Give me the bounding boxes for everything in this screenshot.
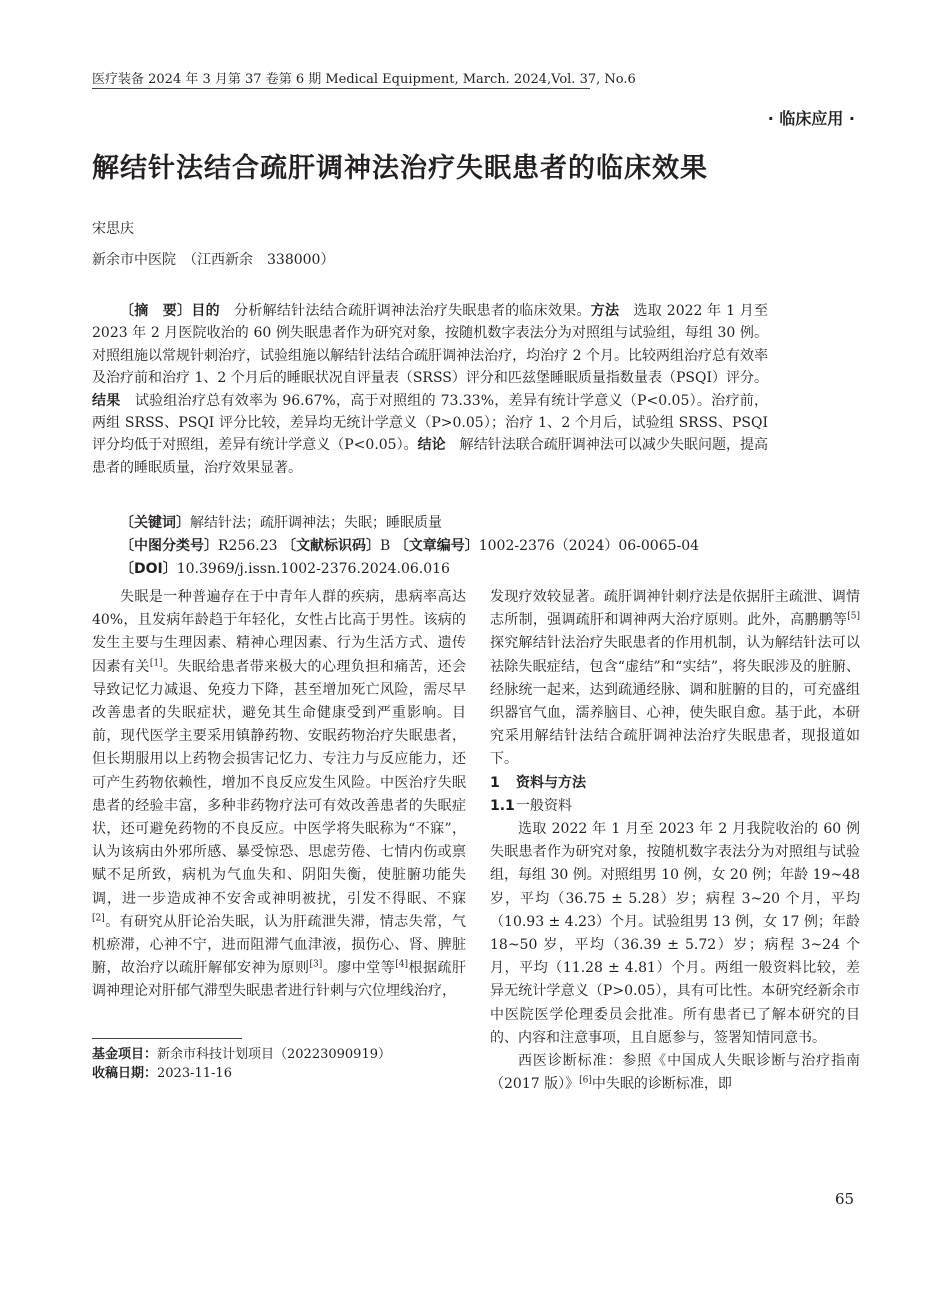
abstract-conclusion-label: 结论: [417, 437, 446, 454]
doi-label: 〔DOI〕: [120, 561, 177, 577]
classification-line: [92, 535, 782, 557]
text-run: 西医诊断标准：参照《中国成人失眠诊断与治疗指南（2017 版）》: [490, 1053, 860, 1093]
intro-paragraph: [92, 586, 466, 1004]
header-divider: [92, 88, 590, 89]
text-run: 。失眠给患者带来极大的心理负担和痛苦，还会导致记忆力减退、免疫力下降，甚至增加死亡风险，需尽早改善患者的失眠症状，避免其生命健康受到严重影响。目前，现代医学主要采用镇静药物、安眠药物治疗失眠患者，但长期服用以上药物会损害记忆力、专注力与反应能力，还可产生药物依赖性，增加不良反应发生风险。中医治疗失眠患者的经验丰富，多种非药物疗法可有效改善患者的失眠症状，还可避免药物的不良反应。中医学将失眠称为“不寐”，认为该病由外邪所感、暴受惊恐、思虑劳倦、七情内伤或禀赋不足所致，病机为气血失和、阴阳失衡，使脏腑功能失调，进一步造成神不安舍或神明被扰，引发不得眠、不寐: [92, 658, 467, 907]
abstract-conclusion: 解结针法联合疏肝调神法可以减少失眠问题，提高患者的睡眠质量，治疗效果显著。: [92, 437, 768, 476]
received-date: 2023-11-16: [157, 1066, 232, 1081]
keywords: 解结针法；疏肝调神法；失眠；睡眠质量: [190, 515, 442, 531]
text-run: 根据疏肝调神理论对肝郁气滞型失眠患者进行针刺与穴位埋线治疗，: [92, 960, 466, 1000]
abstract-methods-label: 方法: [590, 303, 620, 319]
text-run: 失眠是一种普遍存在于中青年人群的疾病，患病率高达 40%，且发病年龄趋于年轻化，女性占比高于男性。该病的发生主要与生理因素、精神心理因素、行为生活方式、遗传因素有关: [92, 589, 466, 675]
affiliation: 新余市中医院 （江西新余 338000）: [92, 252, 335, 268]
text-run: 中失眠的诊断标准，即: [591, 1076, 732, 1093]
text-run: 探究解结针法治疗失眠患者的作用机制，认为解结针法可以祛除失眠症结，包含“虚结”和“实结”，将失眠涉及的脏腑、经脉统一起来，达到疏通经脉、调和脏腑的目的，可充盛组织器官气血，濡养脑目、心神，使失眠自愈。基于此，本研究采用解结针法结合疏肝调神法治疗失眠患者，现报道如下。: [490, 635, 860, 768]
running-head: 医疗装备 2024 年 3 月第 37 卷第 6 期 Medical Equipment, March. 2024,Vol. 37, No.6: [92, 72, 636, 87]
article-number: 1002-2376（2024）06-0065-04: [478, 538, 700, 554]
doi-line: [92, 558, 782, 580]
general-data-paragraph: 选取 2022 年 1 月至 2023 年 2 月我院收治的 60 例失眠患者作为研究对象，按随机数字表法分为对照组与试验组，每组 30 例。对照组男 10 例，女 20 例；年龄 19~48 岁，平均（36.75 ± 5.28）岁；病程 3~20 个月，平均（10.93 ± 4.23）个月。试验组男 13 例，女 17 例；年龄 18~50 岁，平均（36.39 ± 5.72）岁；病程 3~24 个月，平均（11.28 ± 4.81）个月。两组一般资料比较，差异无统计学意义（P>0.05），具有可比性。本研究经新余市中医院医学伦理委员会批准。所有患者已了解本研究的目的、内容和注意事项，且自愿参与，签署知情同意书。: [490, 821, 860, 1046]
page-number: 65: [835, 1190, 855, 1208]
doc-code: B: [379, 538, 391, 554]
section-tag: · 临床应用 ·: [767, 109, 855, 128]
body-column-left: [92, 586, 466, 1004]
section-number: 1: [490, 774, 500, 791]
section-title: 资料与方法: [516, 774, 586, 791]
citation: [6]: [579, 1075, 592, 1086]
citation: [1]: [149, 657, 163, 668]
abstract-objective: 分析解结针法结合疏肝调神法治疗失眠患者的临床效果。: [219, 303, 591, 319]
clc-label: 〔中图分类号〕: [120, 538, 218, 554]
abstract-label: 〔摘 要〕: [120, 303, 192, 319]
fund-footnote: [92, 1046, 391, 1064]
received-label: 收稿日期：: [92, 1066, 158, 1081]
text-run: 发现疗效较显著。疏肝调神针刺疗法是依据肝主疏泄、调情志所制，强调疏肝和调神两大治疗原则。此外，高鹏鹏等: [490, 589, 860, 629]
clc-number: R256.23: [218, 538, 278, 554]
doi: 10.3969/j.issn.1002-2376.2024.06.016: [176, 561, 450, 577]
body-column-right: [490, 586, 860, 1096]
abstract-methods: 选取 2022 年 1 月至 2023 年 2 月医院收治的 60 例失眠患者作为研究对象，按随机数字表法分为对照组与试验组，每组 30 例。对照组施以常规针刺治疗，试验组施以解结针法结合疏肝调神法治疗，均治疗 2 个月。比较两组治疗总有效率及治疗前和治疗 1、2 个月后的睡眠状况自评量表（SRSS）评分和匹兹堡睡眠质量指数量表（PSQI）评分。: [92, 303, 769, 387]
abstract-results-label: 结果: [92, 392, 121, 409]
citation: [3]: [309, 959, 323, 970]
text-run: 。廖中堂等: [322, 960, 396, 977]
intro-paragraph-continued: [490, 586, 860, 772]
article-number-label: 〔文章编号〕: [394, 538, 479, 554]
keywords-line: [92, 512, 782, 534]
citation: [5]: [847, 611, 860, 622]
subsection-title: 一般资料: [516, 797, 572, 814]
received-footnote: [92, 1065, 232, 1083]
citation: [2]: [92, 913, 105, 924]
subsection-number: 1.1: [490, 797, 515, 814]
subsection-heading: [490, 795, 860, 818]
diagnosis-paragraph: [490, 1050, 860, 1096]
abstract-results: 试验组治疗总有效率为 96.67%，高于对照组的 73.33%，差异有统计学意义（P<0.05）。治疗前，两组 SRSS、PSQI 评分比较，差异均无统计学意义（P>0.05）；治疗 1、2 个月后，试验组 SRSS、PSQI 评分均低于对照组，差异有统计学意义（P<0.05）。: [92, 392, 769, 454]
doc-code-label: 〔文献标识码〕: [281, 538, 380, 554]
abstract-objective-label: 目的: [191, 303, 220, 319]
footnote-divider: [92, 1038, 242, 1039]
citation: [4]: [395, 959, 408, 970]
fund-label: 基金项目：: [92, 1047, 158, 1062]
author: 宋思庆: [92, 221, 134, 237]
text-run: 。有研究从肝论治失眠，认为肝疏泄失滞，情志失常，气机瘀滞，心神不宁，进而阻滞气血津液，损伤心、肾、脾脏腑，故治疗以疏肝解郁安神为原则: [92, 913, 466, 977]
article-title: 解结针法结合疏肝调神法治疗失眠患者的临床效果: [92, 153, 708, 184]
section-heading: [490, 772, 860, 795]
keywords-label: 〔关键词〕: [120, 515, 190, 531]
abstract: [92, 300, 768, 479]
fund-text: 新余市科技计划项目（20223090919）: [157, 1047, 391, 1062]
